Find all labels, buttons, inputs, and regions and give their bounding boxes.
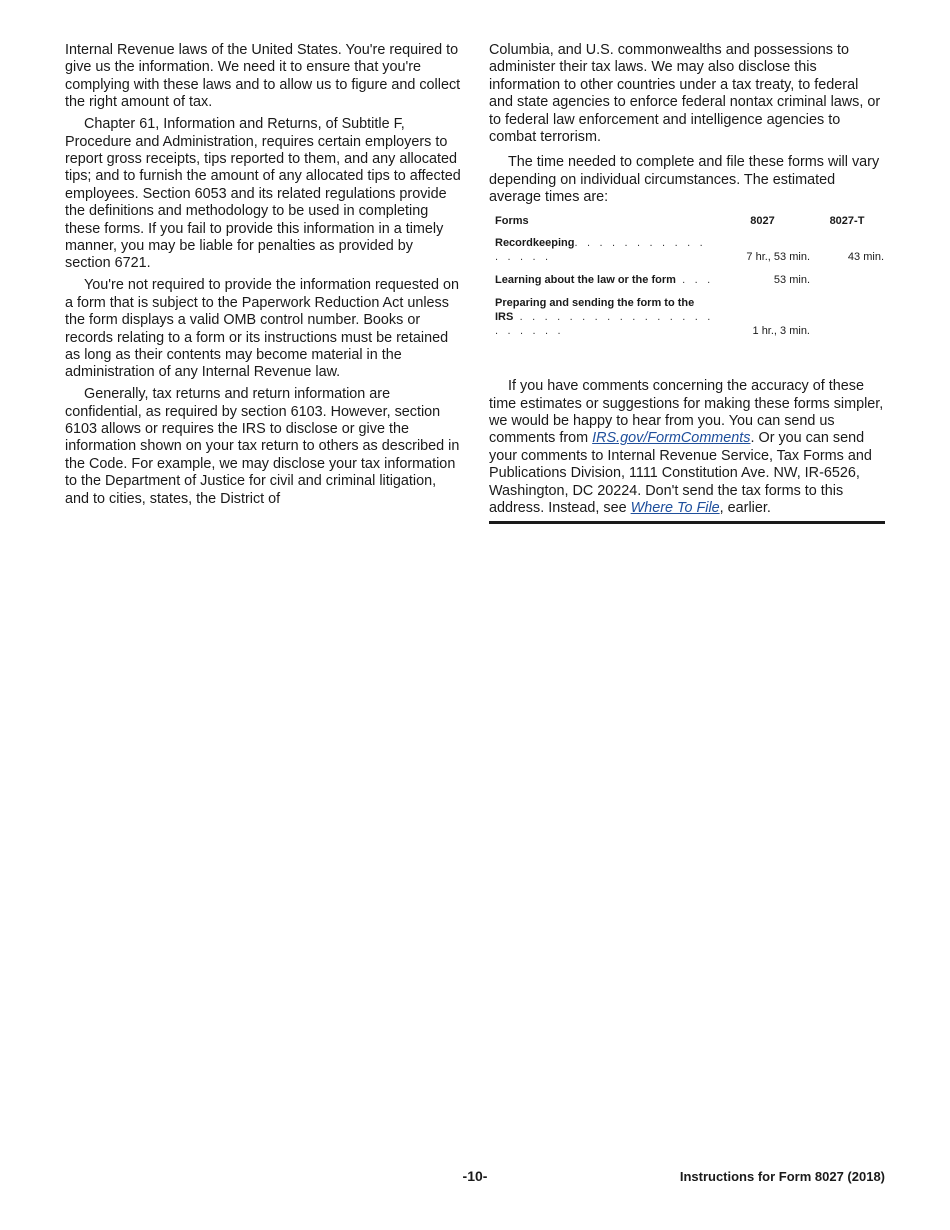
table-row [491, 293, 884, 344]
row-recordkeeping-8027: 7 hr., 53 min. [746, 251, 810, 264]
table-header-row [491, 211, 884, 233]
header-forms: Forms [495, 215, 529, 228]
privacy-paragraph-1: Internal Revenue laws of the United States. You're required to give us the information. We need it to ensure that you're complying with these laws and to allow us to figure and collect the right amount of tax. [65, 42, 461, 111]
row-recordkeeping-label: Recordkeeping. . . . . . . . . . . . . . . . [495, 237, 706, 264]
left-column [65, 42, 462, 513]
form-comments-link[interactable]: IRS.gov/FormComments [592, 430, 751, 447]
paperwork-reduction-paragraph: You're not required to provide the information requested on a form that is subject to the Paperwork Reduction Act unless the form displays a valid OMB control number. Books or records relating to a form or its instructions must be retained as long as their contents may become material in the administration of any Internal Revenue law. [65, 277, 460, 381]
page-number: -10- [462, 1168, 488, 1184]
disclosure-continuation-paragraph: Columbia, and U.S. commonwealths and possessions to administer their tax laws. We may also disclose this information to other countries under a tax treaty, to federal and state agencies to enforce federal nontax criminal laws, or to federal law enforcement and intelligence agencies to combat terrorism. [489, 42, 881, 146]
time-estimate-intro: The time needed to complete and file these forms will vary depending on individual circumstances. The estimated average times are: [489, 154, 880, 206]
row-learning-label: Learning about the law or the form . . . [495, 274, 714, 287]
row-recordkeeping-8027-t: 43 min. [847, 251, 884, 264]
confidentiality-paragraph: Generally, tax returns and return information are confidential, as required by section 6103. However, section 6103 allows or requires the IRS to disclose or give the information shown on your tax return to others as described in the Code. For example, we may disclose your tax information to the Department of Justice for civil and criminal litigation, and to cities, states, the District of [65, 386, 460, 507]
row-learning-8027: 53 min. [773, 274, 810, 287]
header-8027: 8027 [750, 215, 775, 228]
table-row [491, 270, 884, 293]
section-end-rule [489, 521, 885, 524]
where-to-file-link[interactable]: Where To File [630, 500, 720, 516]
right-column [489, 42, 886, 522]
time-estimates-table [491, 211, 884, 344]
document-title: Instructions for Form 8027 (2018) [679, 1169, 885, 1184]
table-row [491, 233, 884, 270]
row-preparing-8027-t [810, 293, 884, 344]
chapter-61-paragraph: Chapter 61, Information and Returns, of Subtitle F, Procedure and Administration, requires certain employers to report gross receipts, tips reported to them, and any allocated tips; and to furnish the amount of any allocated tips to affected employees. Section 6053 and its related regulations provide the definitions and methodology to be used in completing these forms. If you fail to provide this information in a timely manner, you may be liable for penalties as provided by section 6721. [65, 116, 461, 272]
comments-paragraph: If you have comments concerning the accuracy of these time estimates or suggestions for making these forms simpler, we would be happy to hear from you. You can send us comments from IRS.gov/FormComments. Or you can send your comments to Internal Revenue Service, Tax Forms and Publications Division, 1111 Constitution Ave. NW, IR-6526, Washington, DC 20224. Don't send the tax forms to this address. Instead, see Where To File, earlier. [489, 378, 884, 516]
header-8027-t: 8027-T [829, 215, 865, 228]
row-preparing-label: Preparing and sending the form to the IRS . . . . . . . . . . . . . . . . . . . . . . [495, 297, 714, 338]
row-learning-8027-t [810, 270, 884, 293]
row-preparing-8027: 1 hr., 3 min. [752, 325, 810, 338]
